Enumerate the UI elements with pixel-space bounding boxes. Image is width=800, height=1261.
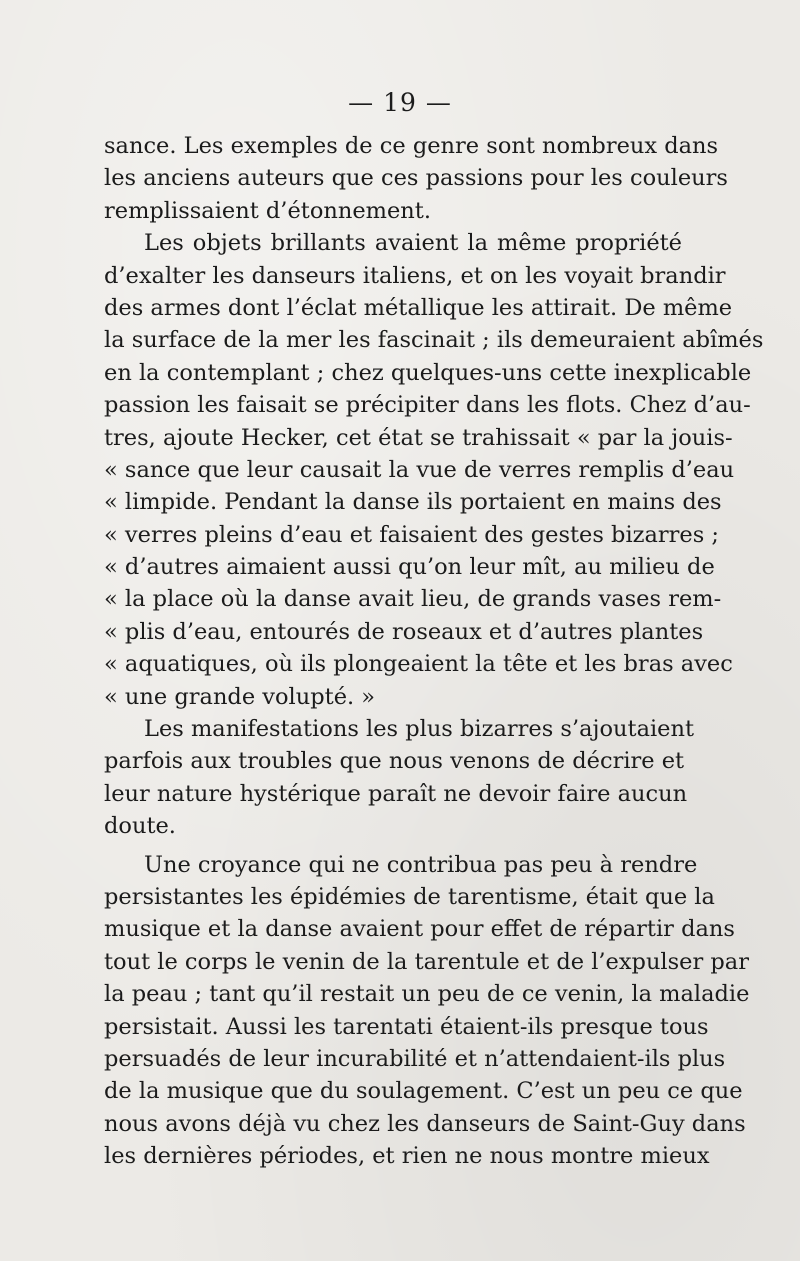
text-line: leur nature hystérique paraît ne devoir faire aucun xyxy=(104,780,688,807)
text-line: d’exalter les danseurs italiens, et on les voyait brandir xyxy=(104,262,726,289)
text-line: persistantes les épidémies de tarentisme, était que la xyxy=(104,883,715,910)
text-line: les dernières périodes, et rien ne nous montre mieux xyxy=(104,1143,710,1170)
text-line: en la contemplant ; chez quelques-uns cette inexplicable xyxy=(104,359,752,386)
text-line: « aquatiques, où ils plongeaient la tête et les bras avec xyxy=(104,651,733,678)
text-line: « verres pleins d’eau et faisaient des gestes bizarres ; xyxy=(104,521,720,548)
text-line: « d’autres aimaient aussi qu’on leur mît, au milieu de xyxy=(104,554,715,581)
text-line: tres, ajoute Hecker, cet état se trahissait « par la jouis- xyxy=(104,424,733,451)
text-line: « limpide. Pendant la danse ils portaient en mains des xyxy=(104,489,722,516)
text-line: la surface de la mer les fascinait ; ils demeuraient abîmés xyxy=(104,327,764,354)
text-line: persistait. Aussi les tarentati étaient-ils presque tous xyxy=(104,1013,709,1040)
paragraph-4 xyxy=(104,849,750,1173)
text-line: passion les faisait se précipiter dans les flots. Chez d’au- xyxy=(104,392,751,419)
text-line: remplissaient d’étonnement. xyxy=(104,197,431,224)
text-line: « une grande volupté. » xyxy=(104,683,376,710)
text-line: musique et la danse avaient pour effet de répartir dans xyxy=(104,916,735,943)
paragraph-3 xyxy=(104,713,695,843)
text-line: doute. xyxy=(104,813,176,840)
text-line: nous avons déjà vu chez les danseurs de Saint-Guy dans xyxy=(104,1110,746,1137)
text-line: tout le corps le venin de la tarentule et de l’expulser par xyxy=(104,948,749,975)
text-line: la peau ; tant qu’il restait un peu de ce venin, la maladie xyxy=(104,981,750,1008)
text-line: « plis d’eau, entourés de roseaux et d’autres plantes xyxy=(104,618,704,645)
text-line: Les manifestations les plus bizarres s’ajoutaient xyxy=(144,716,695,743)
text-line: parfois aux troubles que nous venons de décrire et xyxy=(104,748,685,775)
paragraph-1 xyxy=(104,130,728,227)
text-line: des armes dont l’éclat métallique les attirait. De même xyxy=(104,294,733,321)
body-text xyxy=(104,130,764,1173)
page-number: — 19 — xyxy=(348,88,452,117)
text-line: sance. Les exemples de ce genre sont nombreux dans xyxy=(104,133,719,159)
text-line: Les objets brillants avaient la même propriété xyxy=(144,230,682,257)
text-line: « la place où la danse avait lieu, de grands vases rem- xyxy=(104,586,722,613)
text-line: les anciens auteurs que ces passions pour les couleurs xyxy=(104,165,728,192)
text-line: de la musique que du soulagement. C’est un peu ce que xyxy=(104,1078,743,1105)
text-line: « sance que leur causait la vue de verres remplis d’eau xyxy=(104,456,735,483)
text-line: persuadés de leur incurabilité et n’attendaient-ils plus xyxy=(104,1045,726,1072)
paragraph-2 xyxy=(104,227,764,713)
text-line: Une croyance qui ne contribua pas peu à rendre xyxy=(144,851,698,878)
